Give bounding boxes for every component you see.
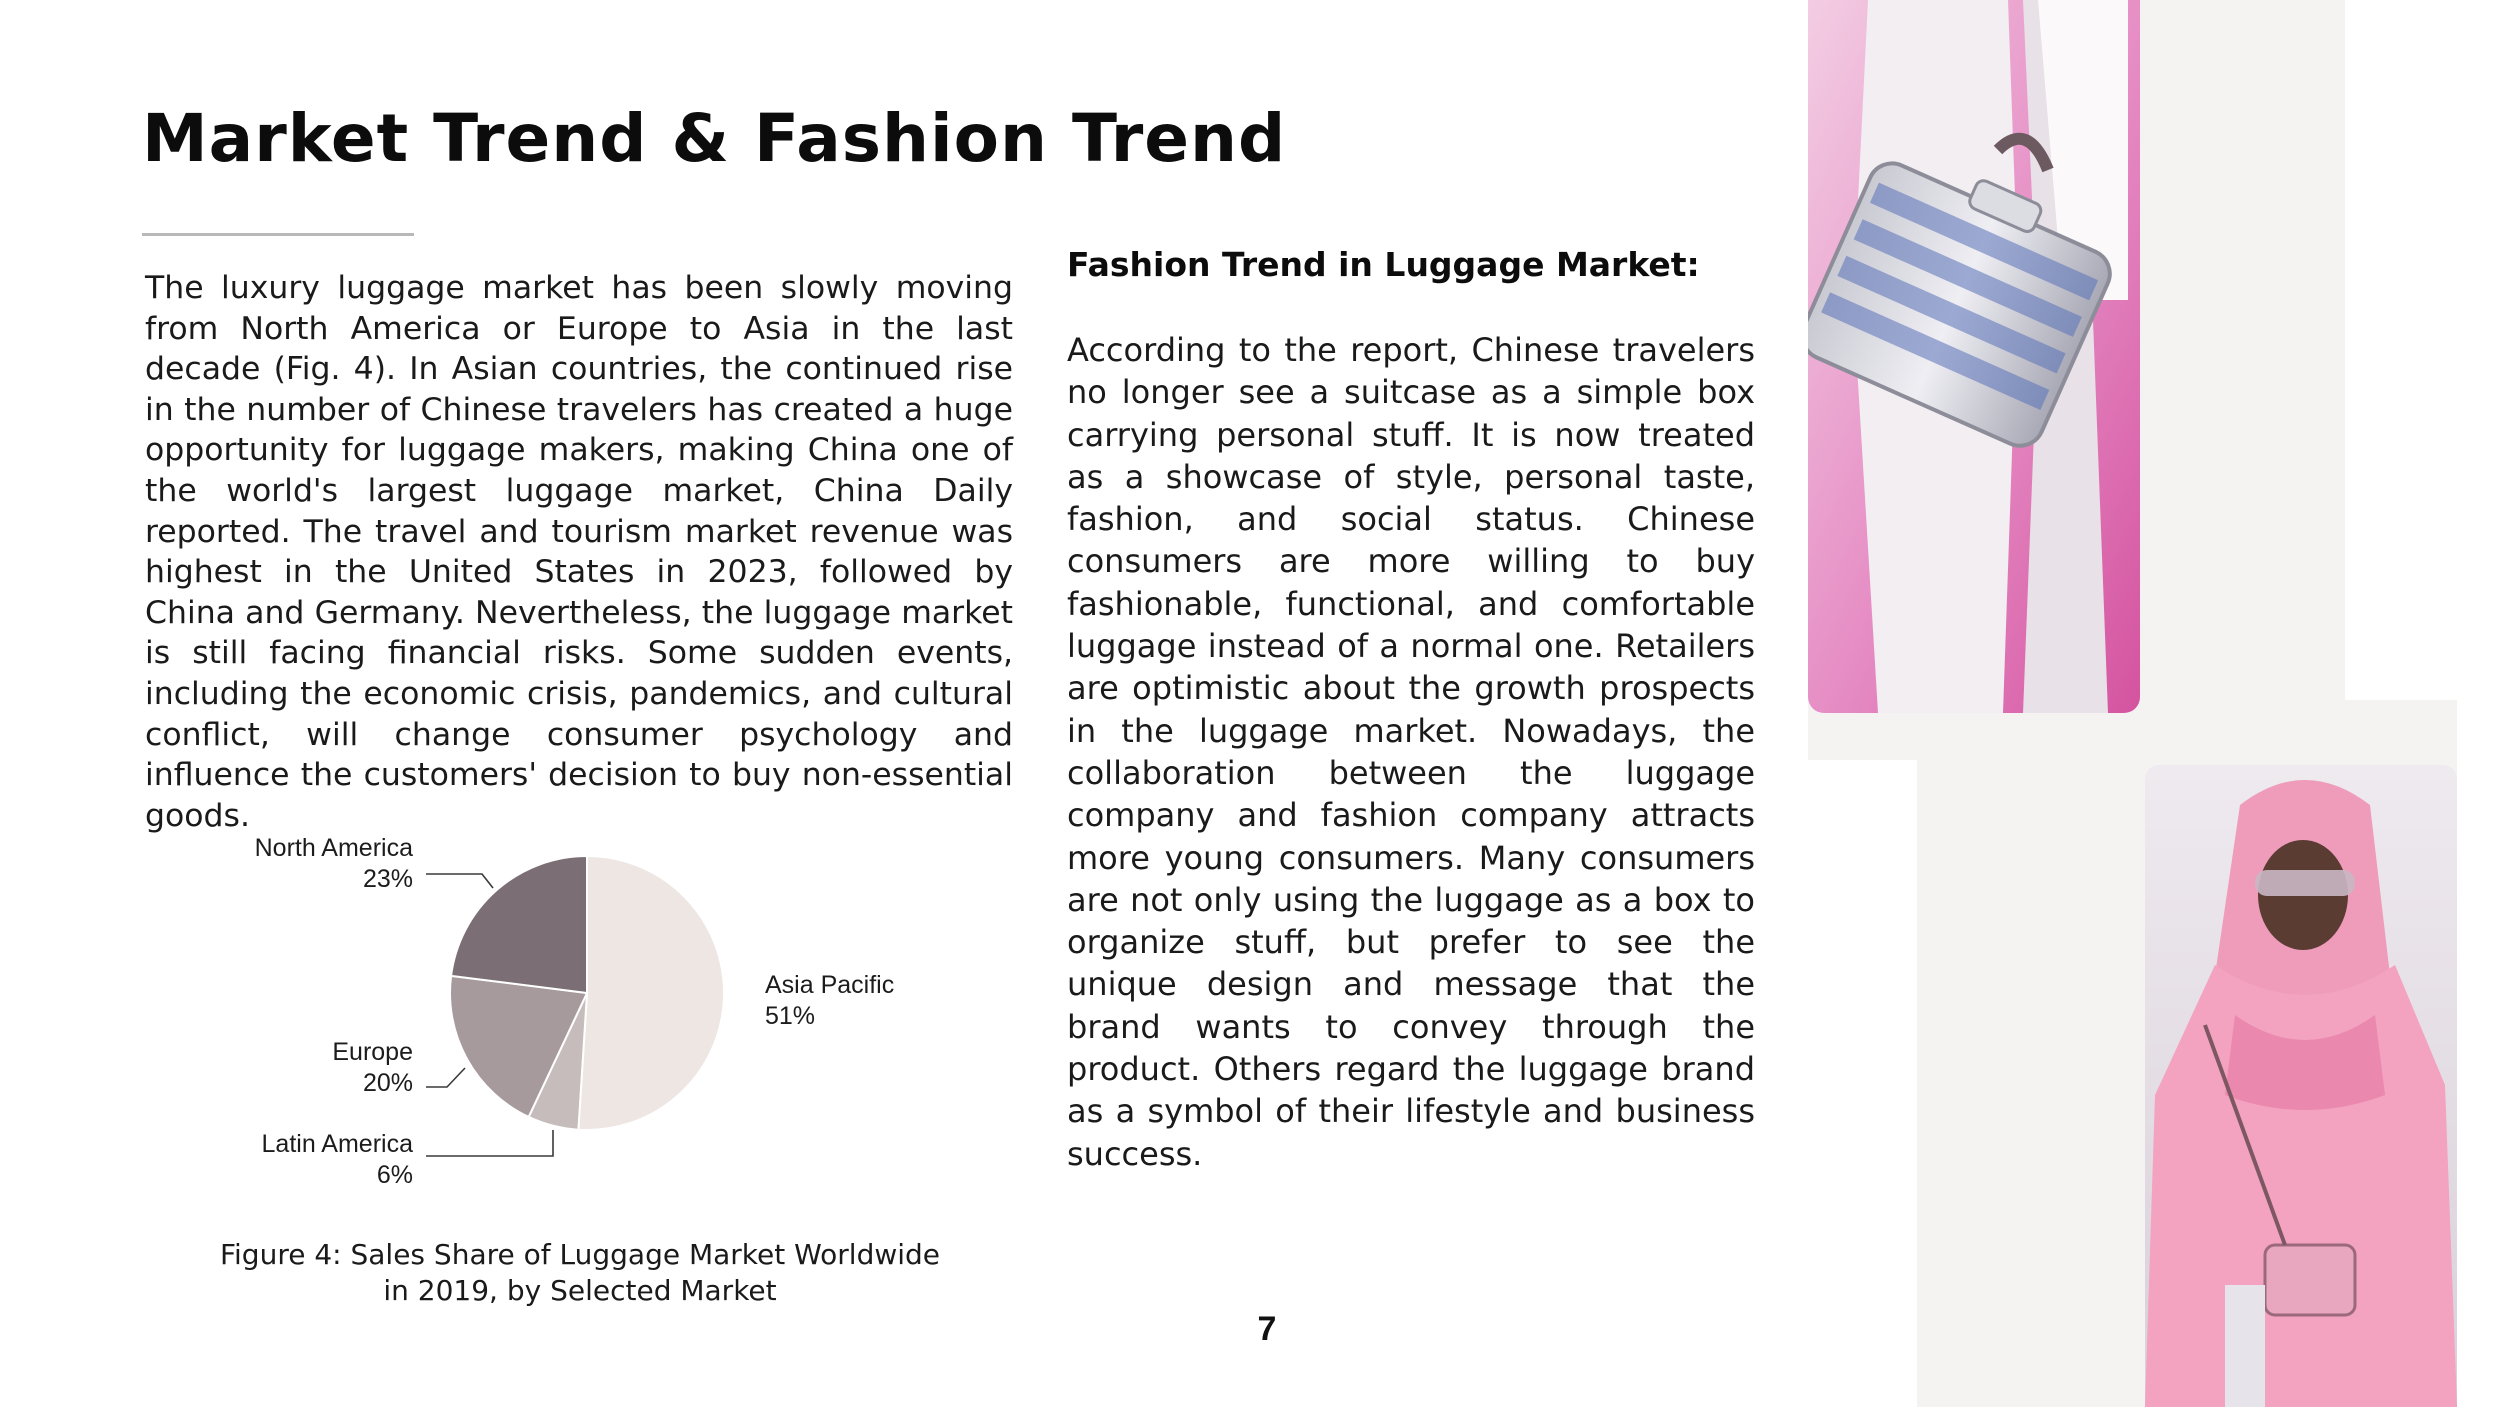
pie-leader-line-latin-america — [426, 1130, 553, 1156]
pie-value-label-europe: 20% — [362, 1069, 413, 1097]
pie-value-label-north-america: 23% — [362, 865, 413, 893]
pie-label-latin-america: Latin America 6% — [261, 1130, 413, 1189]
pie-value-label-latin-america: 6% — [376, 1161, 413, 1189]
pie-value-label-asia-pacific: 51% — [765, 1002, 816, 1030]
pie-leader-line-europe — [426, 1068, 465, 1087]
title-divider — [142, 233, 414, 236]
pie-slice-north-america — [451, 856, 587, 993]
pie-label-north-america: North America 23% — [254, 834, 413, 893]
section-paragraph: According to the report, Chinese travelers no longer see a suitcase as a simple box carrying personal stuff. It is now treated as a showcase of style, personal taste, fashion, and social status. Chinese consumers are more willing to buy fashionable, functional, and comfortable luggage instead of a normal one. Retailers are optimistic about the growth prospects in the luggage market. Nowadays, the collaboration between the luggage company and fashion company attracts more young consumers. Many consumers are not only using the luggage as a box to organize stuff, but prefer to see the unique design and message that the brand wants to convey through the product. Others regard the luggage brand as a symbol of their lifestyle and business success. — [1067, 331, 1755, 1173]
pie-label-asia-pacific: Asia Pacific 51% — [765, 971, 895, 1030]
figure-caption-line1: Figure 4: Sales Share of Luggage Market Worldwide — [219, 1238, 941, 1271]
pie-chart-svg — [160, 830, 980, 1210]
figure-caption-line2: in 2019, by Selected Market — [383, 1274, 777, 1307]
pie-leader-line-north-america — [426, 874, 493, 888]
suitcase-photo — [1808, 0, 2140, 713]
page-number: 7 — [1257, 1310, 1277, 1348]
page-title: Market Trend & Fashion Trend — [142, 100, 1287, 177]
pie-slice-asia-pacific — [578, 856, 724, 1130]
figure-caption — [200, 1237, 960, 1309]
section-heading: Fashion Trend in Luggage Market: — [1067, 245, 1700, 284]
pink-outfit-photo — [2145, 765, 2457, 1407]
pie-label-europe: Europe 20% — [332, 1038, 413, 1097]
market-share-pie-chart — [160, 830, 980, 1210]
intro-paragraph: The luxury luggage market has been slowly moving from North America or Europe to Asia in the last decade (Fig. 4). In Asian countries, the continued rise in the number of Chinese travelers has created a huge opportunity for luggage makers, making China one of the world's largest luggage market, China Daily reported. The travel and tourism market revenue was highest in the United States in 2023, followed by China and Germany. Nevertheless, the luggage market is still facing financial risks. Some sudden events, including the economic crisis, pandemics, and cultural conflict, will change consumer psychology and influence the customers' decision to buy non-essential goods. — [145, 270, 1013, 834]
